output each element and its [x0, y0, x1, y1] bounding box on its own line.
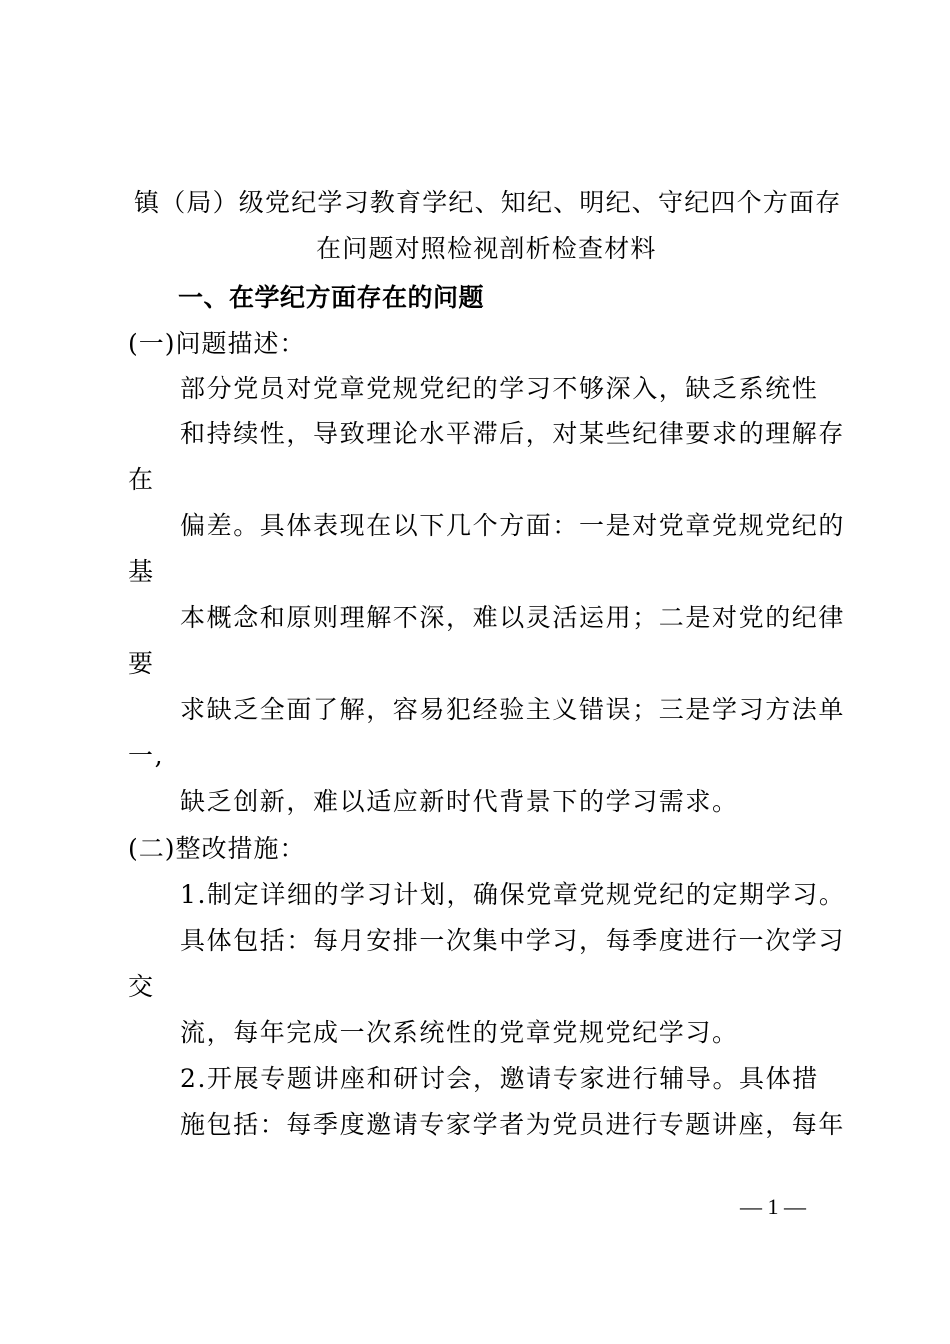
paragraph-line: 2.开展专题讲座和研讨会，邀请专家进行辅导。具体措 [180, 1064, 819, 1093]
subsection-label-problem: (一)问题描述： [128, 329, 306, 358]
paragraph-line: 1.制定详细的学习计划，确保党章党规党纪的定期学习。 [180, 880, 846, 909]
subsection-label-measures: (二)整改措施： [128, 834, 306, 863]
paragraph-line: 交 [128, 972, 155, 1001]
page-number: — 1 — [740, 1194, 806, 1219]
paragraph-line: 基 [128, 557, 155, 586]
paragraph-line: 流，每年完成一次系统性的党章党规党纪学习。 [180, 1018, 739, 1047]
paragraph-line: 和持续性，导致理论水平滞后，对某些纪律要求的理解存 [180, 419, 846, 448]
paragraph-line: 具体包括：每月安排一次集中学习，每季度进行一次学习 [180, 926, 846, 955]
document-title-line-1: 镇（局）级党纪学习教育学纪、知纪、明纪、守纪四个方面存 [134, 188, 842, 217]
paragraph-line: 本概念和原则理解不深，难以灵活运用；二是对党的纪律 [180, 603, 846, 632]
paragraph-line: 要 [128, 649, 155, 678]
paragraph-line: 部分党员对党章党规党纪的学习不够深入，缺乏系统性 [180, 374, 819, 403]
paragraph-line: 一, [128, 741, 165, 770]
paragraph-line: 在 [128, 465, 155, 494]
section-heading: 一、在学纪方面存在的问题 [178, 283, 485, 312]
document-title-line-2: 在问题对照检视剖析检查材料 [316, 234, 657, 263]
paragraph-line: 偏差。具体表现在以下几个方面：一是对党章党规党纪的 [180, 511, 846, 540]
paragraph-line: 缺乏创新，难以适应新时代背景下的学习需求。 [180, 787, 739, 816]
paragraph-line: 求缺乏全面了解，容易犯经验主义错误；三是学习方法单 [180, 695, 846, 724]
paragraph-line: 施包括：每季度邀请专家学者为党员进行专题讲座，每年 [180, 1110, 846, 1139]
